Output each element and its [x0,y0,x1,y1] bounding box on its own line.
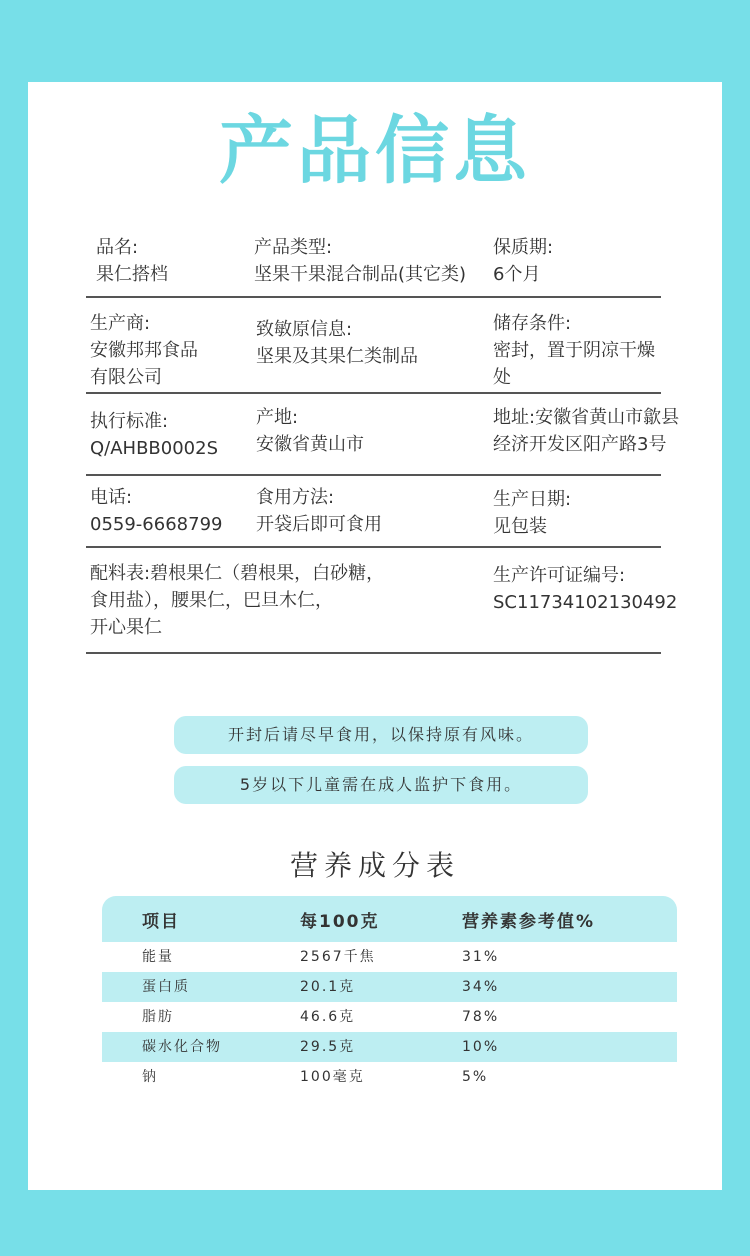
info-row-2 [86,298,661,394]
nutrition-header-row [102,896,677,942]
production-license: 生产许可证编号: SC11734102130492 [493,565,678,613]
product-type: 产品类型: 坚果干果混合制品(其它类) [254,237,467,285]
notice-open-eat-soon: 开封后请尽早食用，以保持原有风味。 [174,716,588,754]
manufacturer: 生产商: 安徽邦邦食品 有限公司 [90,313,198,388]
header-per-100g: 每100克 [300,912,380,932]
info-row-5 [86,548,678,654]
table-row: 碳水化合物 29.5克 10% [102,1032,677,1062]
table-row: 脂肪 46.6克 78% [142,1009,500,1025]
header-item: 项目 [142,912,180,932]
table-row: 能量 2567千焦 31% [142,949,500,965]
usage-method: 食用方法: 开袋后即可食用 [256,487,382,535]
phone: 电话: 0559-6668799 [90,487,223,535]
info-row-4 [86,476,661,548]
row-divider [86,652,661,654]
info-row-3 [86,394,680,476]
notice-child-supervision: 5岁以下儿童需在成人监护下食用。 [174,766,588,804]
allergen-info: 致敏原信息: 坚果及其果仁类制品 [256,319,418,367]
address: 地址:安徽省黄山市歙县 经济开发区阳产路3号 [493,407,680,455]
executive-standard: 执行标准: Q/AHBB0002S [90,411,219,459]
table-row: 蛋白质 20.1克 34% [102,972,677,1002]
ingredients: 配料表:碧根果仁（碧根果，白砂糖， 食用盐），腰果仁，巴旦木仁， 开心果仁 [90,563,385,638]
product-name: 品名: 果仁搭档 [96,237,168,285]
shelf-life: 保质期: 6个月 [493,237,554,285]
product-info-card [28,82,722,1190]
header-nrv: 营养素参考值% [462,912,596,932]
table-row: 钠 100毫克 5% [142,1069,489,1085]
page-title: 产品信息 [219,108,531,194]
production-date: 生产日期: 见包装 [493,489,572,537]
storage-conditions: 储存条件: 密封，置于阴凉干燥 处 [493,313,655,388]
origin: 产地: 安徽省黄山市 [256,407,364,455]
info-row-1 [86,232,661,298]
nutrition-title: 营养成分表 [289,849,460,882]
